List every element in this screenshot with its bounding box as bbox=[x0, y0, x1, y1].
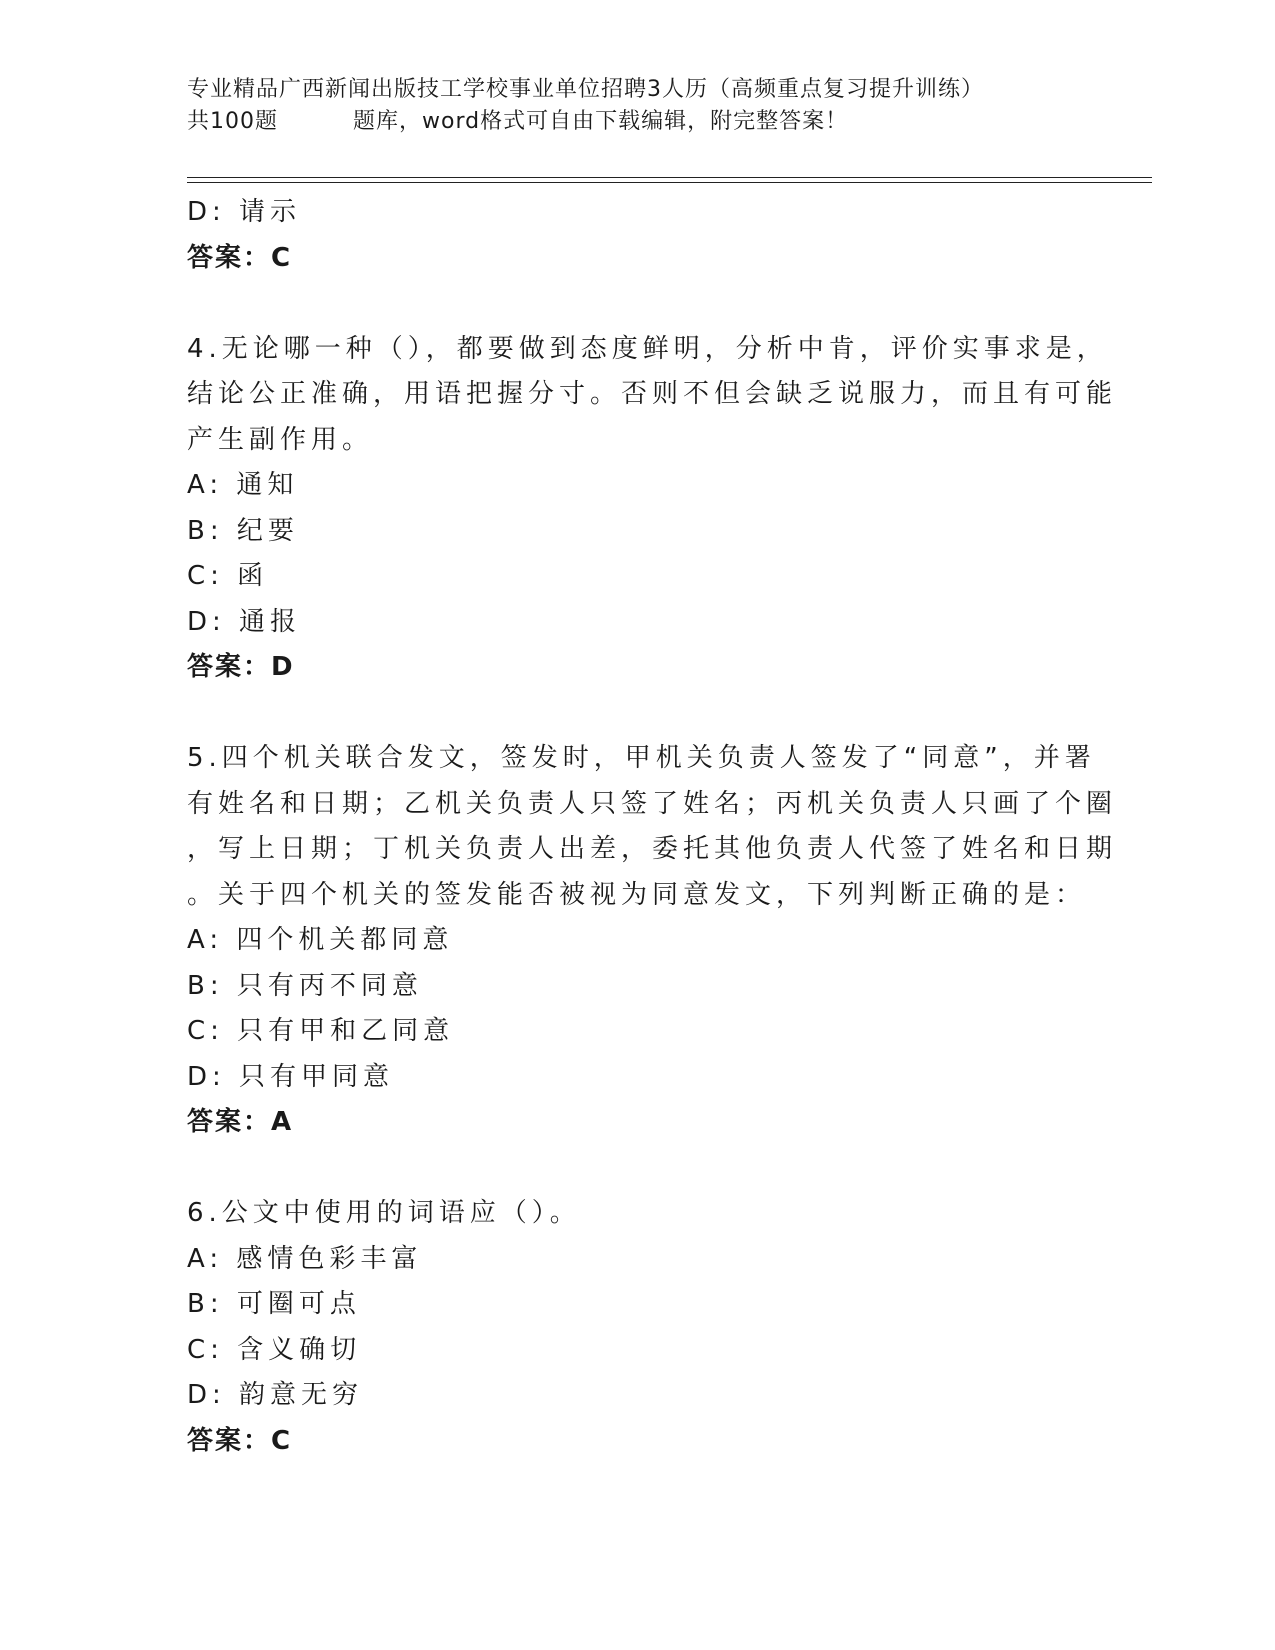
q4-option-c: C: 函 bbox=[187, 561, 269, 591]
q4-answer: 答案：D bbox=[187, 652, 295, 682]
header-description: 题库，word格式可自由下载编辑，附完整答案！ bbox=[353, 109, 849, 134]
q4-option-d: D: 通报 bbox=[187, 606, 302, 637]
q5-stem-line-2: 有姓名和日期；乙机关负责人只签了姓名；丙机关负责人只画了个圈 bbox=[187, 788, 1118, 819]
header-question-count: 共100题 bbox=[187, 109, 278, 134]
q4-stem-line-1: 4.无论哪一种（），都要做到态度鲜明，分析中肯，评价实事求是， bbox=[187, 333, 1108, 364]
prev-option-d: D: 请示 bbox=[187, 197, 302, 227]
q6-option-d: D: 韵意无穷 bbox=[187, 1380, 364, 1410]
q4-option-b: B: 纪要 bbox=[187, 515, 299, 546]
q5-stem-line-3: ，写上日期；丁机关负责人出差，委托其他负责人代签了姓名和日期 bbox=[187, 834, 1118, 864]
q4-stem-line-3: 产生副作用。 bbox=[187, 424, 374, 455]
question-list bbox=[187, 190, 1118, 1464]
q5-stem-line-4: 。关于四个机关的签发能否被视为同意发文，下列判断正确的是： bbox=[187, 879, 1087, 910]
header-divider-top bbox=[187, 177, 1152, 178]
q6-option-c: C: 含义确切 bbox=[187, 1334, 362, 1365]
q6-option-b: B: 可圈可点 bbox=[187, 1289, 361, 1319]
q4-option-a: A: 通知 bbox=[187, 470, 299, 500]
q6-option-a: A: 感情色彩丰富 bbox=[187, 1243, 423, 1274]
q5-option-c: C: 只有甲和乙同意 bbox=[187, 1016, 455, 1046]
q5-answer: 答案：A bbox=[187, 1107, 294, 1137]
q5-option-a: A: 四个机关都同意 bbox=[187, 925, 454, 955]
header-subtitle-line bbox=[187, 106, 1087, 138]
q5-option-d: D: 只有甲同意 bbox=[187, 1061, 395, 1092]
q5-option-b: B: 只有丙不同意 bbox=[187, 970, 423, 1001]
q6-answer: 答案：C bbox=[187, 1425, 293, 1456]
header-title-line: 专业精品广西新闻出版技工学校事业单位招聘3人历（高频重点复习提升训练） bbox=[187, 77, 984, 102]
page-header bbox=[187, 74, 1087, 138]
prev-answer: 答案：C bbox=[187, 242, 293, 273]
q6-stem-line-1: 6.公文中使用的词语应（）。 bbox=[187, 1198, 581, 1228]
q4-stem-line-2: 结论公正准确，用语把握分寸。否则不但会缺乏说服力，而且有可能 bbox=[187, 379, 1118, 409]
q5-stem-line-1: 5.四个机关联合发文，签发时，甲机关负责人签发了“同意”，并署 bbox=[187, 743, 1096, 773]
header-divider-bottom bbox=[187, 182, 1152, 183]
